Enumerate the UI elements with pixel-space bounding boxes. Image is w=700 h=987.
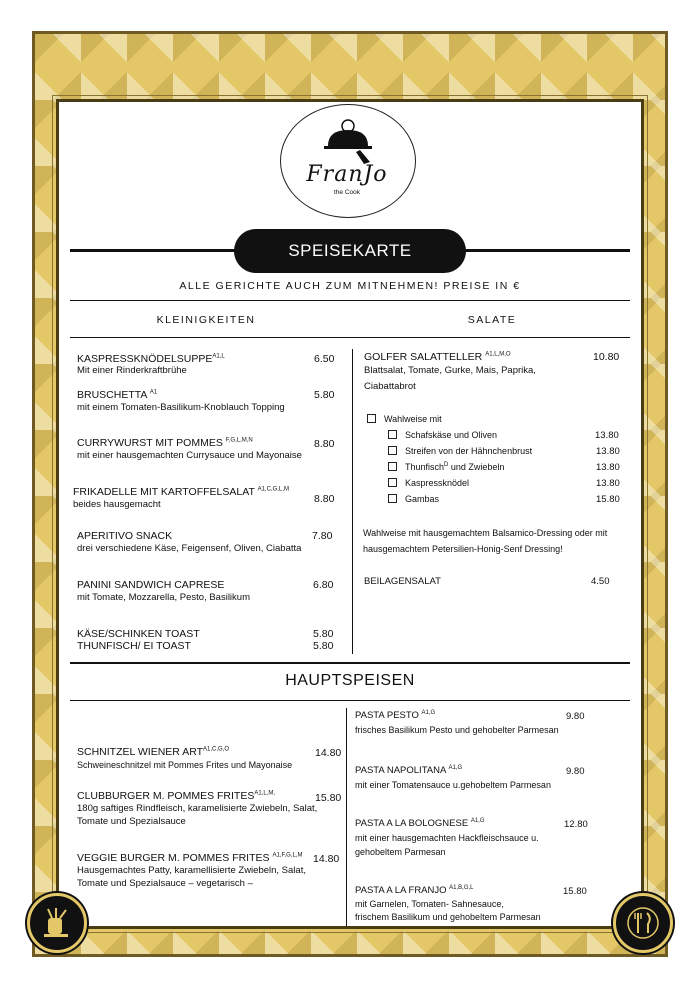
divider <box>70 662 630 664</box>
divider <box>70 700 630 701</box>
item-price: 12.80 <box>564 819 588 830</box>
checkbox[interactable] <box>388 446 397 455</box>
item-name: KÄSE/SCHINKEN TOAST <box>77 628 200 640</box>
item-desc: beides hausgemacht <box>73 499 161 510</box>
page-title: SPEISEKARTE <box>234 229 466 273</box>
brand-name: FranJo <box>306 162 388 187</box>
checkbox[interactable] <box>388 494 397 503</box>
item-desc: mit Tomate, Mozzarella, Pesto, Basilikum <box>77 592 250 603</box>
checkbox[interactable] <box>388 478 397 487</box>
cutlery-badge <box>613 893 673 953</box>
item-desc: mit einer hausgemachten Hackfleischsauce u. <box>355 833 539 843</box>
item-name: BEILAGENSALAT <box>364 576 441 587</box>
item-price: 8.80 <box>314 493 335 505</box>
item-desc: mit Garnelen, Tomaten- Sahnesauce, <box>355 899 504 909</box>
item-price: 4.50 <box>591 576 610 587</box>
item-desc: mit einer Tomatensauce u.gehobeltem Parmesan <box>355 780 551 790</box>
item-name: CLUBBURGER M. POMMES $FRITES^{A1,L,M,}$ <box>77 790 276 802</box>
item-desc: gehobeltem Parmesan <box>355 847 446 857</box>
item-price: 5.80 <box>313 628 334 640</box>
title-rule-left <box>70 249 240 252</box>
item-desc: Tomate und Spezialsauce <box>77 816 186 827</box>
item-desc: drei verschiedene Käse, Feigensenf, Oliven, Ciabatta <box>77 543 302 554</box>
item-desc: 180g saftiges Rindfleisch, karamelisierte Zwiebeln, Salat, <box>77 803 318 814</box>
item-name: VEGGIE BURGER M. POMMES FRITES $^{A1,F,G,L,M}$ <box>77 852 303 864</box>
divider <box>70 300 630 301</box>
item-name: APERITIVO SNACK <box>77 530 173 542</box>
golf-bag-icon <box>40 906 74 940</box>
item-name: CURRYWURST MIT POMMES $^{F,G,L,M,N}$ <box>77 437 253 449</box>
option-price: 13.80 <box>595 430 619 441</box>
salad-option[interactable]: Gambas <box>388 494 439 504</box>
salad-option[interactable]: Schafskäse und Oliven <box>388 430 497 440</box>
salad-option[interactable]: Streifen von der Hähnchenbrust <box>388 446 532 456</box>
item-price: 8.80 <box>314 438 335 450</box>
title-rule-right <box>460 249 630 252</box>
item-price: 15.80 <box>563 886 587 897</box>
item-name: PASTA A LA FRANJO $^{A1,B,G,L}$ <box>355 885 474 897</box>
dressing-note: Wahlweise mit hausgemachtem Balsamico-Dressing oder mit <box>363 528 608 538</box>
item-price: 9.80 <box>566 766 585 777</box>
option-price: 15.80 <box>596 494 620 505</box>
item-name: $KASPRESSKNÖDELSUPPE^{A1,L}$ <box>77 353 225 365</box>
item-desc: Ciabattabrot <box>364 381 416 392</box>
item-price: 7.80 <box>312 530 333 542</box>
option-price: 13.80 <box>596 462 620 473</box>
item-name: PASTA NAPOLITANA $^{A1,G}$ <box>355 765 463 777</box>
item-name: BRUSCHETTA $^{A1}$ <box>77 389 158 401</box>
salad-option[interactable]: Kaspressknödel <box>388 478 469 488</box>
heading-salate: SALATE <box>467 314 517 326</box>
salad-option[interactable]: Thunfisch$^D$ und Zwiebeln <box>388 462 504 472</box>
item-name: PASTA PESTO $^{A1,G}$ <box>355 710 436 722</box>
item-desc: Tomate und Spezialsauce – vegetarisch – <box>77 878 253 889</box>
item-price: 9.80 <box>566 711 585 722</box>
checkbox[interactable] <box>388 462 397 471</box>
divider <box>70 337 630 338</box>
golf-bag-badge <box>27 893 87 953</box>
item-price: 15.80 <box>315 792 342 804</box>
item-name: THUNFISCH/ EI TOAST <box>77 640 191 652</box>
takeaway-notice: ALLE GERICHTE AUCH ZUM MITNEHMEN! PREISE IN € <box>179 280 521 292</box>
item-price: 14.80 <box>313 853 340 865</box>
item-price: 14.80 <box>315 747 342 759</box>
item-name: GOLFER SALATTELLER $^{A1,L,M,O}$ <box>364 351 511 363</box>
item-price: 5.80 <box>314 389 335 401</box>
heading-hauptspeisen: HAUPTSPEISEN <box>285 672 415 689</box>
column-divider <box>352 349 353 654</box>
heading-kleinigkeiten: KLEINIGKEITEN <box>156 314 256 326</box>
option-price: 13.80 <box>596 446 620 457</box>
item-desc: Blattsalat, Tomate, Gurke, Mais, Paprika, <box>364 365 536 376</box>
cutlery-icon <box>626 906 660 940</box>
item-desc: Mit einer Rinderkraftbrühe <box>77 365 187 376</box>
item-name: PASTA A LA BOLOGNESE $^{A1,G}$ <box>355 818 485 830</box>
item-desc: Hausgemachtes Patty, karamellisierte Zwiebeln, Salat, <box>77 865 306 876</box>
option-wahlweise[interactable]: Wahlweise mit <box>367 414 442 424</box>
checkbox[interactable] <box>388 430 397 439</box>
item-price: 6.50 <box>314 353 335 365</box>
dressing-note: hausgemachtem Petersilien-Honig-Senf Dressing! <box>363 544 563 554</box>
item-price: 5.80 <box>313 640 334 652</box>
item-desc: mit einer hausgemachten Currysauce und Mayonaise <box>77 450 302 461</box>
item-price: 10.80 <box>593 351 620 363</box>
item-name: FRIKADELLE MIT KARTOFFELSALAT $^{A1,C,G,L,M}$ <box>73 486 289 498</box>
item-name: SCHNITZEL WIENER $ART^{A1,C,G,O}$ <box>77 746 230 758</box>
item-desc: Schweineschnitzel mit Pommes Frites und Mayonaise <box>77 760 293 770</box>
column-divider <box>346 708 347 926</box>
item-desc: mit einem Tomaten-Basilikum-Knoblauch Topping <box>77 402 285 413</box>
brand-subtitle: the Cook <box>333 189 361 196</box>
item-desc: frischem Basilikum und gehobeltem Parmesan <box>355 912 541 922</box>
option-price: 13.80 <box>596 478 620 489</box>
item-price: 6.80 <box>313 579 334 591</box>
checkbox[interactable] <box>367 414 376 423</box>
item-name: PANINI SANDWICH CAPRESE <box>77 579 225 591</box>
item-desc: frisches Basilikum Pesto und gehobelter Parmesan <box>355 725 559 735</box>
